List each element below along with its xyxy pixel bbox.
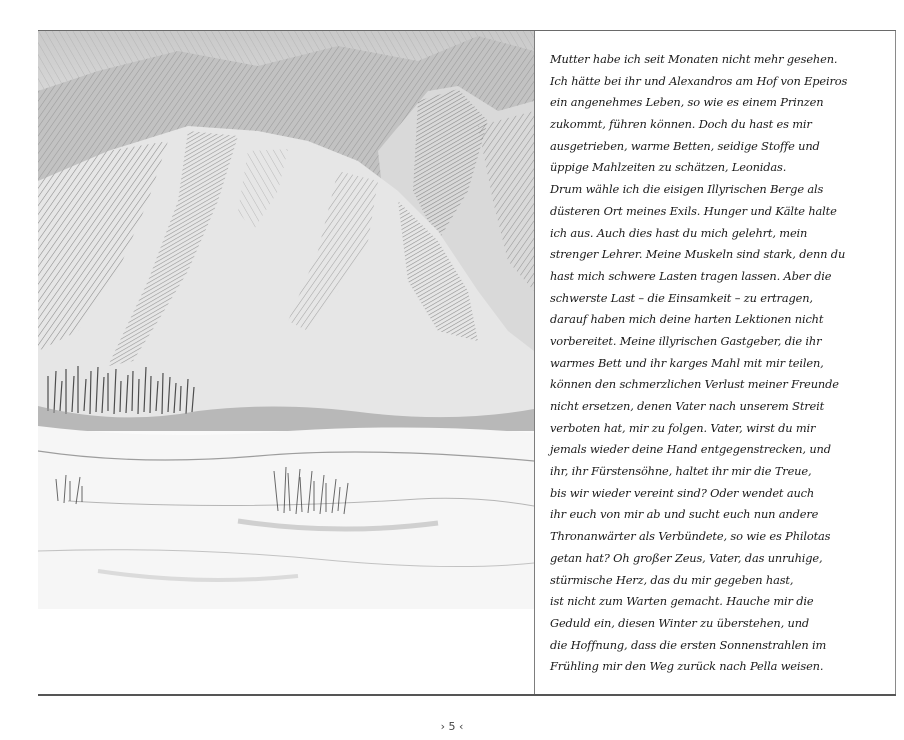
text-line: nicht ersetzen, denen Vater nach unserem Streit <box>550 399 825 413</box>
text-line: warmes Bett und ihr karges Mahl mit mir teilen, <box>550 355 824 370</box>
text-line: verboten hat, mir zu folgen. Vater, wirst du mir <box>550 420 816 435</box>
text-line: ausgetrieben, warme Betten, seidige Stoffe und <box>550 138 820 153</box>
text-line: bis wir wieder vereint sind? Oder wendet auch <box>550 485 815 500</box>
text-line: Ich hätte bei ihr und Alexandros am Hof von Epeiros <box>550 73 848 88</box>
text-line: ein angenehmes Leben, so wie es einem Prinzen <box>550 95 824 110</box>
text-line: düsteren Ort meines Exils. Hunger und Kälte halte <box>550 203 837 218</box>
text-line: darauf haben mich deine harten Lektionen nicht <box>550 312 824 327</box>
text-line: ihr, ihr Fürstensöhne, haltet ihr mir die Treue, <box>550 464 812 479</box>
text-line: zukommt, führen können. Doch du hast es mir <box>550 117 812 132</box>
text-line: üppige Mahlzeiten zu schätzen, Leonidas. <box>550 160 787 175</box>
text-line: Mutter habe ich seit Monaten nicht mehr gesehen. <box>550 52 838 66</box>
column-divider <box>534 31 535 694</box>
text-line: strenger Lehrer. Meine Muskeln sind stark, denn du <box>550 247 846 262</box>
text-line: hast mich schwere Lasten tragen lassen. Aber die <box>550 268 832 283</box>
text-line: die Hoffnung, dass die ersten Sonnenstrahlen im <box>550 637 827 652</box>
text-line: ich aus. Auch dies hast du mich gelehrt, mein <box>550 225 808 240</box>
text-line: Drum wähle ich die eisigen Illyrischen Berge als <box>550 182 824 197</box>
page-frame <box>38 30 896 696</box>
letter-text <box>550 49 886 678</box>
mountain-illustration <box>38 31 534 609</box>
text-line: stürmische Herz, das du mir gegeben hast, <box>550 572 794 587</box>
landscape-sketch-icon <box>38 31 534 609</box>
page-number: › 5 ‹ <box>440 720 464 733</box>
text-line: Thronanwärter als Verbündete, so wie es Philotas <box>550 529 831 544</box>
text-line: getan hat? Oh großer Zeus, Vater, das unruhige, <box>550 550 823 565</box>
text-line: Frühling mir den Weg zurück nach Pella weisen. <box>550 659 824 674</box>
frame-right-border <box>895 31 896 694</box>
text-line: jemals wieder deine Hand entgegenstrecken, und <box>550 442 831 457</box>
text-line: ist nicht zum Warten gemacht. Hauche mir die <box>550 594 814 609</box>
text-line: vorbereitet. Meine illyrischen Gastgeber, die ihr <box>550 333 822 348</box>
text-line: schwerste Last – die Einsamkeit – zu ertragen, <box>550 290 813 305</box>
text-line: Geduld ein, diesen Winter zu überstehen, und <box>550 615 810 630</box>
text-line: können den schmerzlichen Verlust meiner Freunde <box>550 377 839 392</box>
text-line: ihr euch von mir ab und sucht euch nun andere <box>550 507 819 522</box>
